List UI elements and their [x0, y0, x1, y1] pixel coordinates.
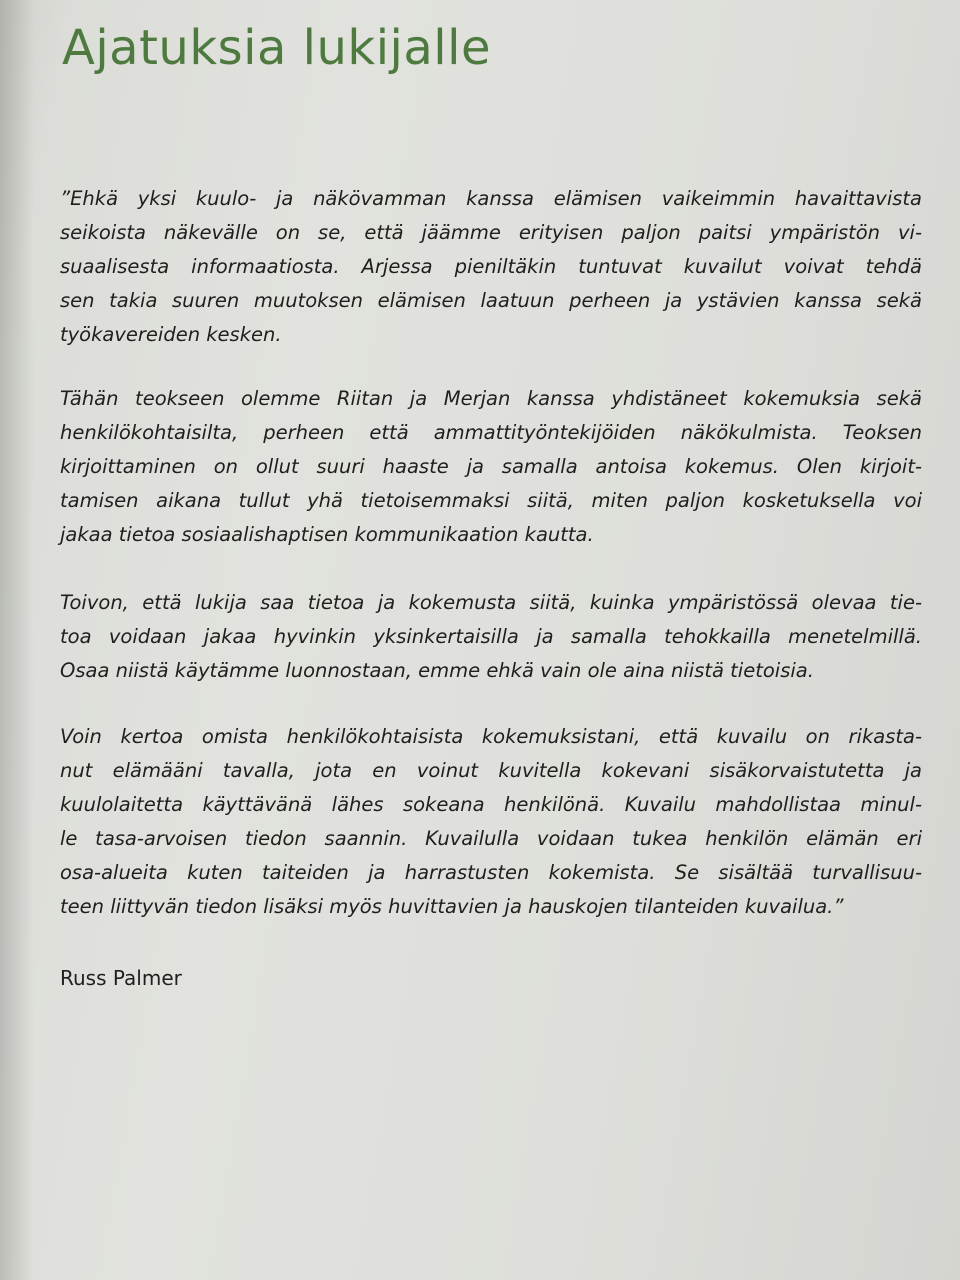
paragraph-3	[60, 586, 922, 688]
text-line: nut elämääni tavalla, jota en voinut kuvitella kokevani sisäkorvaistutetta ja	[60, 759, 922, 782]
paragraph-1	[60, 182, 922, 352]
text-line: henkilökohtaisilta, perheen että ammattityöntekijöiden näkökulmista. Teoksen	[60, 421, 922, 444]
text-line: ”Ehkä yksi kuulo- ja näkövamman kanssa elämisen vaikeimmin havaittavista	[60, 187, 922, 210]
text-line: sen takia suuren muutoksen elämisen laatuun perheen ja ystävien kanssa sekä	[60, 289, 922, 312]
paragraph-4	[60, 720, 922, 924]
text-line: toa voidaan jakaa hyvinkin yksinkertaisilla ja samalla tehokkailla menetelmillä.	[60, 625, 922, 648]
text-line: le tasa-arvoisen tiedon saannin. Kuvailulla voidaan tukea henkilön elämän eri	[60, 827, 922, 850]
text-line: Tähän teokseen olemme Riitan ja Merjan kanssa yhdistäneet kokemuksia sekä	[60, 387, 922, 410]
text-line: seikoista näkevälle on se, että jäämme erityisen paljon paitsi ympäristön vi-	[60, 221, 922, 244]
text-line: tamisen aikana tullut yhä tietoisemmaksi siitä, miten paljon kosketuksella voi	[60, 489, 922, 512]
text-line: teen liittyvän tiedon lisäksi myös huvittavien ja hauskojen tilanteiden kuvailua.”	[60, 895, 844, 918]
page-title: Ajatuksia lukijalle	[62, 20, 491, 76]
text-line: kirjoittaminen on ollut suuri haaste ja samalla antoisa kokemus. Olen kirjoit-	[60, 455, 922, 478]
paragraph-2	[60, 382, 922, 552]
text-line: Toivon, että lukija saa tietoa ja kokemusta siitä, kuinka ympäristössä olevaa tie-	[60, 591, 922, 614]
text-line: suaalisesta informaatiosta. Arjessa pieniltäkin tuntuvat kuvailut voivat tehdä	[60, 255, 922, 278]
text-line: Osaa niistä käytämme luonnostaan, emme ehkä vain ole aina niistä tietoisia.	[60, 659, 814, 682]
text-line: kuulolaitetta käyttävänä lähes sokeana henkilönä. Kuvailu mahdollistaa minul-	[60, 793, 922, 816]
text-line: osa-alueita kuten taiteiden ja harrastusten kokemista. Se sisältää turvallisuu-	[60, 861, 922, 884]
text-line: Voin kertoa omista henkilökohtaisista kokemuksistani, että kuvailu on rikasta-	[60, 725, 922, 748]
author-signature: Russ Palmer	[60, 966, 182, 990]
text-line: jakaa tietoa sosiaalishaptisen kommunikaation kautta.	[60, 523, 594, 546]
text-line: työkavereiden kesken.	[60, 323, 282, 346]
